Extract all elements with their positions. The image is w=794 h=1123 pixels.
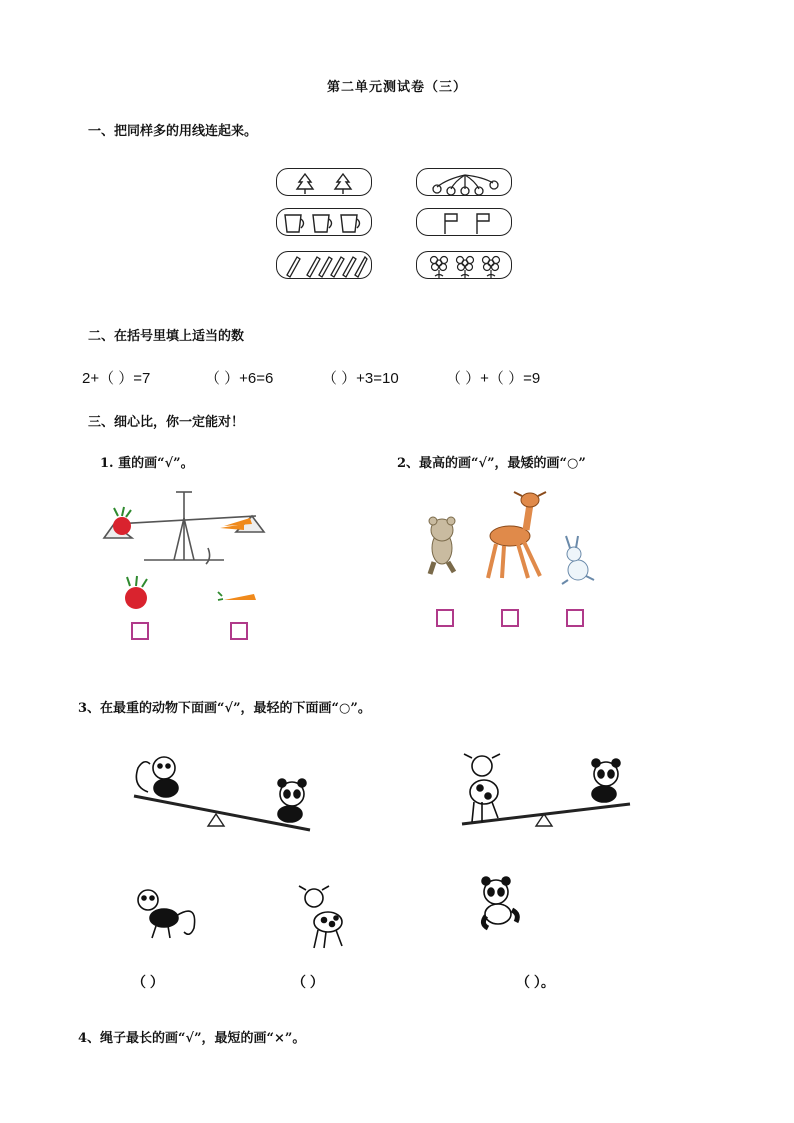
deer-icon [464,754,500,822]
answer-box-rabbit[interactable] [566,609,584,627]
tree-group[interactable] [276,168,372,196]
monkey-icon [136,757,178,797]
section1-heading: 一、把同样多的用线连起来。 [88,124,258,139]
radish-icon [113,517,131,535]
answer-panda[interactable]: （ ）。 [516,974,555,990]
page-title: 第二单元测试卷（三） [326,80,467,95]
question-2: 2、最高的画“√”，最矮的画“○” [397,456,586,471]
flower-group[interactable] [416,251,512,279]
panda-icon [474,876,526,932]
pencil-group[interactable] [276,251,372,279]
seesaw-monkey-panda [126,752,316,836]
flower-icon [417,252,513,280]
deer-icon [298,884,354,950]
flag-group[interactable] [416,208,512,236]
deer-standalone [298,884,354,954]
answer-monkey[interactable]: （ ） [132,974,164,990]
section3-heading: 三、细心比，你一定能对！ [88,415,245,430]
panda-icon [592,759,620,802]
section2-heading: 二、在括号里填上适当的数 [88,329,245,344]
cup-group[interactable] [276,208,372,236]
question-3: 3、在最重的动物下面画“√”，最轻的下面画“○”。 [78,701,371,716]
equation-4[interactable]: （ ）+（ ）=9 [446,370,541,387]
pencil-icon [277,252,373,280]
deer-icon [488,492,546,578]
cherry-icon [417,169,513,197]
answer-box-bear[interactable] [436,609,454,627]
panda-icon [278,779,306,822]
equation-3[interactable]: （ ）+3=10 [322,370,399,387]
seesaw-deer-panda [458,752,638,836]
answer-box-carrot[interactable] [230,622,248,640]
cherry-group[interactable] [416,168,512,196]
equation-1[interactable]: 2+（ ）=7 [82,370,151,387]
bear-icon [429,517,455,574]
question-1: 1. 重的画“√”。 [100,456,194,471]
flag-icon [417,209,513,237]
panda-standalone [474,876,526,936]
question-4: 4、绳子最长的画“√”，最短的画“×”。 [78,1031,306,1046]
rabbit-icon [562,536,594,584]
answer-deer[interactable]: （ ） [292,974,324,990]
monkey-icon [132,886,202,942]
equation-2[interactable]: （ ）+6=6 [205,370,274,387]
answer-box-radish[interactable] [131,622,149,640]
answer-box-deer[interactable] [501,609,519,627]
radish-icon [125,587,147,609]
cup-icon [277,209,373,237]
carrot-icon [224,594,256,600]
animals-height-illustration [418,490,608,594]
monkey-standalone [132,886,202,946]
tree-icon [277,169,373,197]
